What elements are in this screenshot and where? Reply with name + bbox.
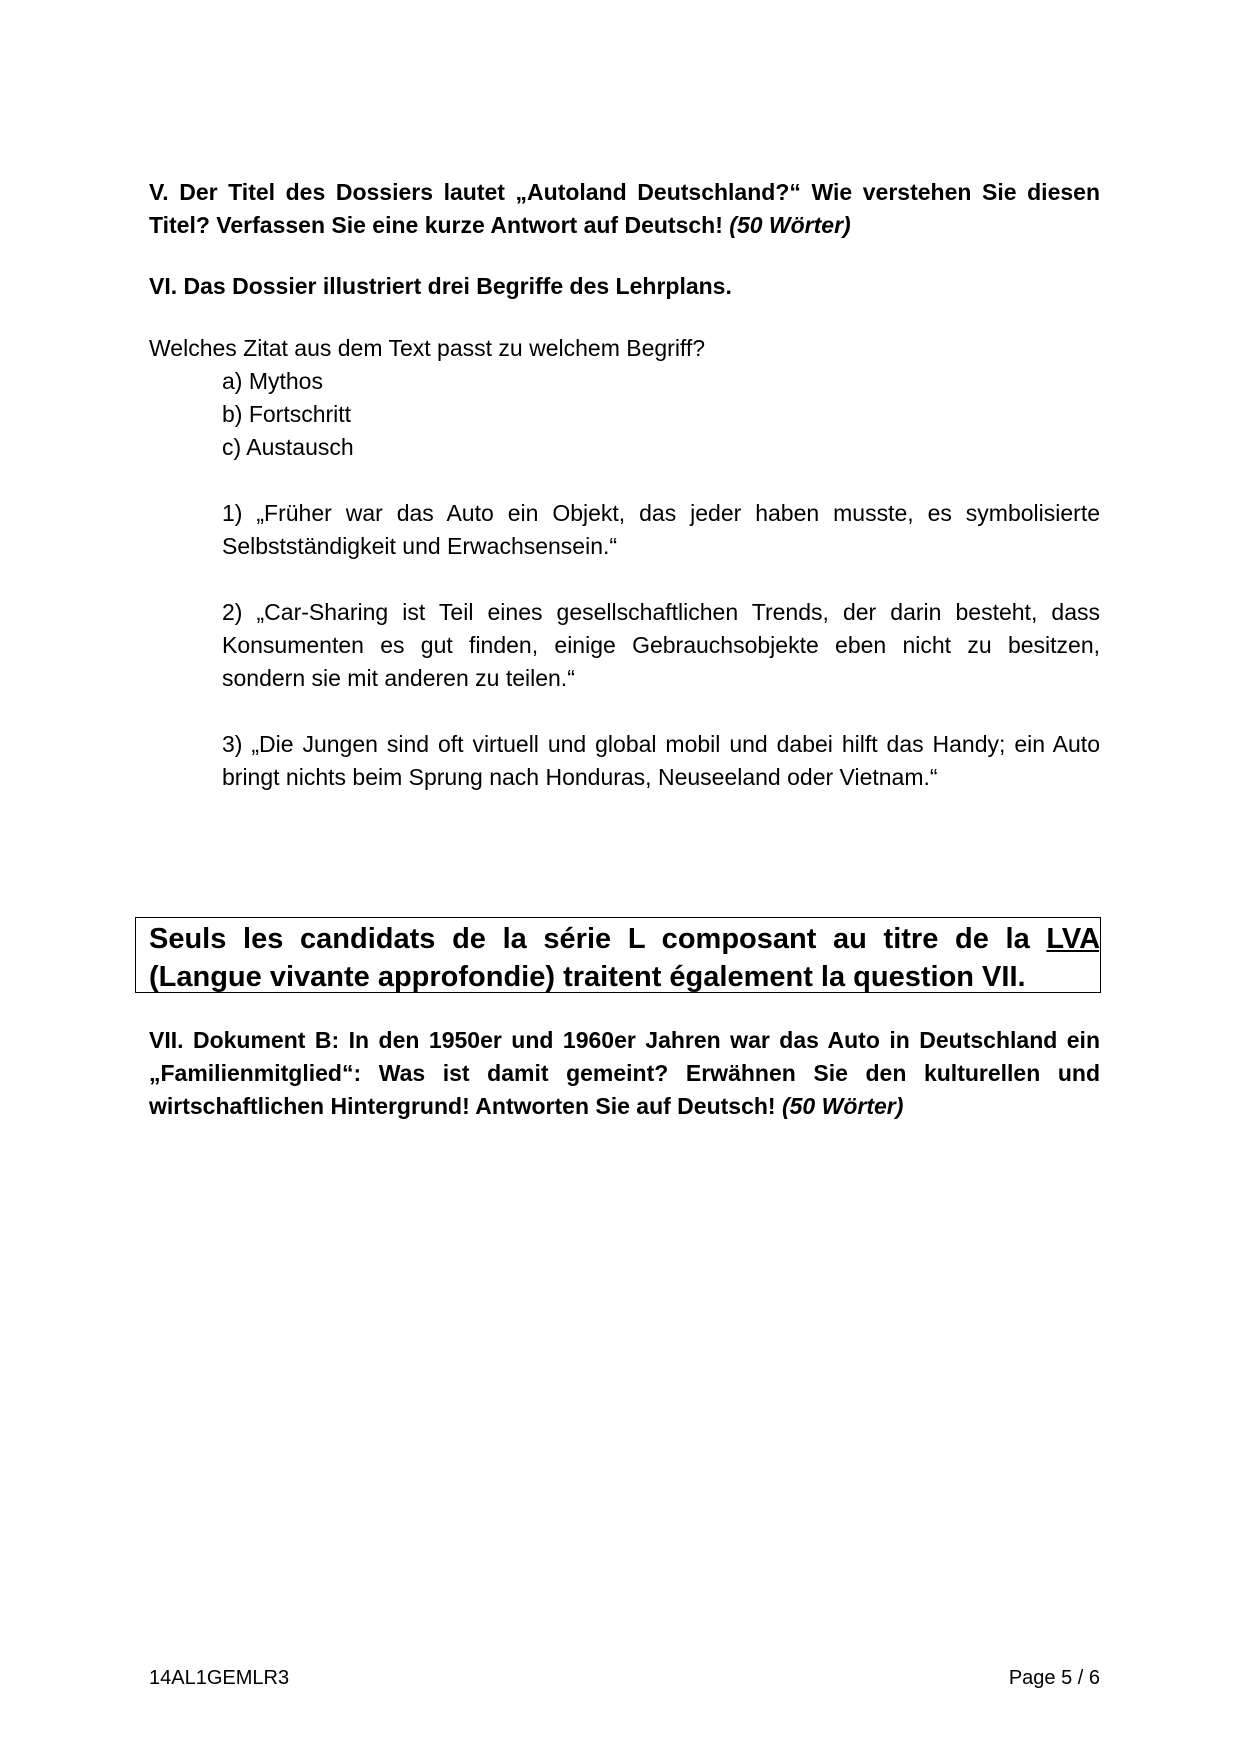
quote-item: 2) „Car-Sharing ist Teil eines gesellschaftlichen Trends, der darin besteht, dass Konsumenten es gut finden, einige Gebrauchsobjekte eben nicht zu besitzen, sondern sie mit anderen zu teilen.“ <box>222 599 1100 691</box>
concept-item: a) Mythos <box>222 368 323 394</box>
quote-item: 3) „Die Jungen sind oft virtuell und global mobil und dabei hilft das Handy; ein Auto bringt nichts beim Sprung nach Honduras, Neuseeland oder Vietnam.“ <box>222 731 1100 790</box>
question-vii-text: VII. Dokument B: In den 1950er und 1960er Jahren war das Auto in Deutschland ein „Familienmitglied“: Was ist damit gemeint? Erwähnen Sie den kulturellen und wirtschaftlichen Hintergrund! Antworten Sie auf Deutsch! <box>149 1027 1100 1119</box>
concept-item: c) Austausch <box>222 434 354 460</box>
question-vi-prompt: Welches Zitat aus dem Text passt zu welchem Begriff? <box>149 335 706 361</box>
lva-notice-after: (Langue vivante approfondie) traitent également la question VII. <box>149 961 1026 993</box>
footer-page-number: Page 5 / 6 <box>1008 1667 1100 1689</box>
concept-item: b) Fortschritt <box>222 401 352 427</box>
question-v <box>149 176 1100 242</box>
question-vii <box>149 1024 1100 1123</box>
lva-notice-underlined: LVA <box>1046 923 1099 955</box>
question-vi-heading: VI. Das Dossier illustriert drei Begriffe des Lehrplans. <box>149 273 732 299</box>
question-v-text: V. Der Titel des Dossiers lautet „Autoland Deutschland?“ Wie verstehen Sie diesen Titel? Verfassen Sie eine kurze Antwort auf Deutsch! <box>149 179 1100 238</box>
lva-notice-before: Seuls les candidats de la série L composant au titre de la <box>149 923 1047 955</box>
question-vii-word-count: (50 Wörter) <box>781 1093 904 1119</box>
footer-code: 14AL1GEMLR3 <box>149 1667 290 1689</box>
question-v-word-count: (50 Wörter) <box>729 212 851 238</box>
lva-notice-text <box>149 920 1099 996</box>
lva-notice-box <box>135 917 1101 993</box>
quote-item: 1) „Früher war das Auto ein Objekt, das jeder haben musste, es symbolisierte Selbstständigkeit und Erwachsensein.“ <box>222 500 1100 559</box>
